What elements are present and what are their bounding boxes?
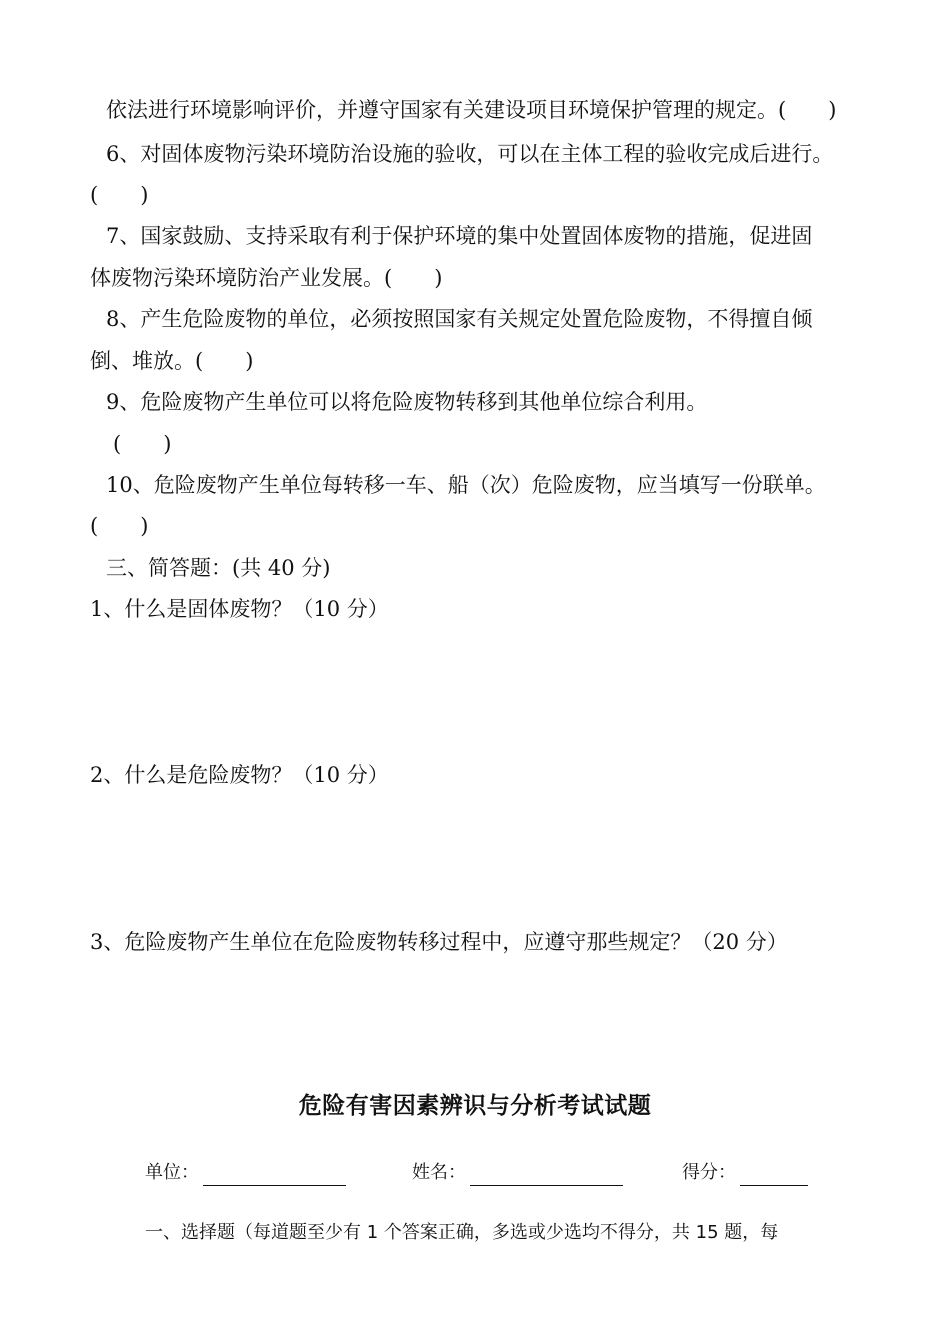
unit-field xyxy=(145,1160,346,1186)
score-label: 得分： xyxy=(682,1162,736,1183)
score-field xyxy=(682,1160,808,1186)
answer-area-1[interactable] xyxy=(90,630,860,750)
unit-label: 单位： xyxy=(145,1162,199,1183)
question-5-continuation: 依法进行环境影响评价，并遵守国家有关建设项目环境保护管理的规定。( ) xyxy=(106,98,837,122)
name-label: 姓名： xyxy=(412,1162,466,1183)
question-7-line2: 体废物污染环境防治产业发展。( ) xyxy=(90,266,443,290)
question-6-answer-blank: ( ) xyxy=(90,183,149,207)
unit-blank[interactable] xyxy=(203,1165,346,1186)
question-8-line1: 8、产生危险废物的单位，必须按照国家有关规定处置危险废物，不得擅自倾 xyxy=(106,307,813,331)
question-10-line1: 10、危险废物产生单位每转移一车、船（次）危险废物，应当填写一份联单。 xyxy=(106,473,826,497)
name-blank[interactable] xyxy=(470,1165,623,1186)
answer-area-3[interactable] xyxy=(90,963,860,1073)
question-8-line2: 倒、堆放。( ) xyxy=(90,349,254,373)
question-9-line1: 9、危险废物产生单位可以将危险废物转移到其他单位综合利用。 xyxy=(106,390,708,414)
short-answer-question-3: 3、危险废物产生单位在危险废物转移过程中，应遵守那些规定？（20 分） xyxy=(90,930,788,954)
question-7-line1: 7、国家鼓励、支持采取有利于保护环境的集中处置固体废物的措施，促进固 xyxy=(106,224,813,248)
short-answer-question-1: 1、什么是固体废物？（10 分） xyxy=(90,597,389,621)
answer-area-2[interactable] xyxy=(90,796,860,916)
exam-title: 危险有害因素辨识与分析考试试题 xyxy=(298,1093,652,1119)
question-10-answer-blank: ( ) xyxy=(90,514,149,538)
score-blank[interactable] xyxy=(740,1165,808,1186)
exam-info-row xyxy=(0,1160,950,1190)
short-answer-question-2: 2、什么是危险废物？（10 分） xyxy=(90,763,389,787)
section-1-heading: 一、选择题（每道题至少有 1 个答案正确，多选或少选均不得分，共 15 题，每 xyxy=(145,1222,779,1243)
question-9-answer-blank: ( ) xyxy=(113,432,172,456)
section-3-heading: 三、简答题：(共 40 分) xyxy=(106,556,331,580)
name-field xyxy=(412,1160,623,1186)
question-6-line1: 6、对固体废物污染环境防治设施的验收，可以在主体工程的验收完成后进行。 xyxy=(106,142,834,166)
